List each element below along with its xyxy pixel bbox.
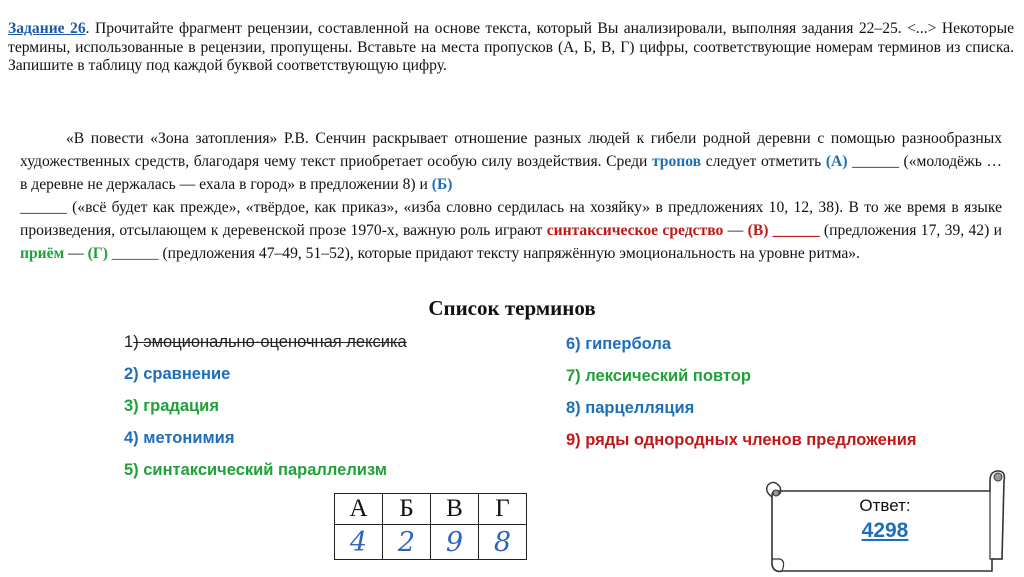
terms-list-title: Список терминов <box>428 296 596 320</box>
term-item-9: 9) ряды однородных членов предложения <box>566 431 917 449</box>
review-text: «В повести «Зона затопления» Р.В. Сенчин раскрывает отношение разных людей к гибели родной деревни с помощью разнообразных художественных средств, благодаря чему текст приобретает особую силу воздействия. Среди <box>20 130 1002 170</box>
term-priem: приём <box>20 245 65 262</box>
gap-g-blank: ______ <box>111 245 159 262</box>
answer-label: Ответ: <box>859 496 911 515</box>
task-statement <box>8 20 1014 76</box>
review-text: («молодёжь … в деревне не держалась — ехала в город» в предложении 8) и <box>20 153 1003 193</box>
term-item-5: 5) синтаксический параллелизм <box>124 461 387 479</box>
term-item-8: 8) парцелляция <box>566 399 695 417</box>
review-text: (предложения 47–49, 51–52), которые придают тексту напряжённую эмоциональность на уровне ритма». <box>158 245 860 262</box>
answer-value[interactable]: 4298 <box>861 519 909 542</box>
answer-table <box>334 493 527 560</box>
header-g: Г <box>479 494 527 525</box>
review-fragment <box>20 127 1002 265</box>
term-text-struck: ) эмоционально-оценочная лексика <box>133 333 407 351</box>
review-text: («всё будет как прежде», «твёрдое, как приказ», «изба словно сердилась на хозяйку» в предложениях 10, 12, 38). В то же время в языке произведения, отсылающем к деревенской прозе 1970-х, важную роль играют <box>20 199 1002 239</box>
review-text: (предложения 17, 39, 42) и <box>819 222 1002 239</box>
gap-b-marker: (Б) <box>431 176 453 193</box>
term-item-4: 4) метонимия <box>124 429 235 447</box>
term-item-6: 6) гипербола <box>566 335 672 353</box>
term-item-3: 3) градация <box>124 397 219 415</box>
task-label[interactable]: Задание 26 <box>8 20 86 37</box>
dash: — <box>64 245 88 262</box>
value-b[interactable]: 2 <box>383 525 431 560</box>
gap-a-blank: ______ <box>852 153 899 170</box>
value-v[interactable]: 9 <box>431 525 479 560</box>
term-syntactic-device: синтаксическое средство <box>546 222 724 239</box>
term-item-7: 7) лексический повтор <box>566 367 751 385</box>
answer-box <box>790 496 980 543</box>
gap-b-blank: ______ <box>20 199 67 216</box>
value-g[interactable]: 8 <box>479 525 527 560</box>
answer-table-header-row <box>335 494 527 525</box>
review-text: следует отметить <box>701 153 826 170</box>
term-item-2: 2) сравнение <box>124 365 231 383</box>
header-b: Б <box>383 494 431 525</box>
gap-g-marker: (Г) <box>87 245 108 262</box>
task-text: . Прочитайте фрагмент рецензии, составленной на основе текста, который Вы анализировали, выполняя задания 22–25. <...> Некоторые термины, использованные в рецензии, пропущены. Вставьте на места пропусков (А, Б, В, Г) цифры, соответствующие номерам терминов из списка. Запишите в таблицу под каждой буквой соответствующую цифру. <box>8 20 1014 74</box>
gap-v-marker: (В) <box>747 222 769 239</box>
header-v: В <box>431 494 479 525</box>
gap-v-blank: ______ <box>772 222 820 239</box>
term-tropes: тропов <box>651 153 702 170</box>
answer-table-values-row <box>335 525 527 560</box>
term-item-1 <box>124 333 407 352</box>
header-a: А <box>335 494 383 525</box>
term-number: 1 <box>124 333 134 351</box>
value-a[interactable]: 4 <box>335 525 383 560</box>
dash: — <box>723 222 748 239</box>
gap-a-marker: (А) <box>825 153 848 170</box>
